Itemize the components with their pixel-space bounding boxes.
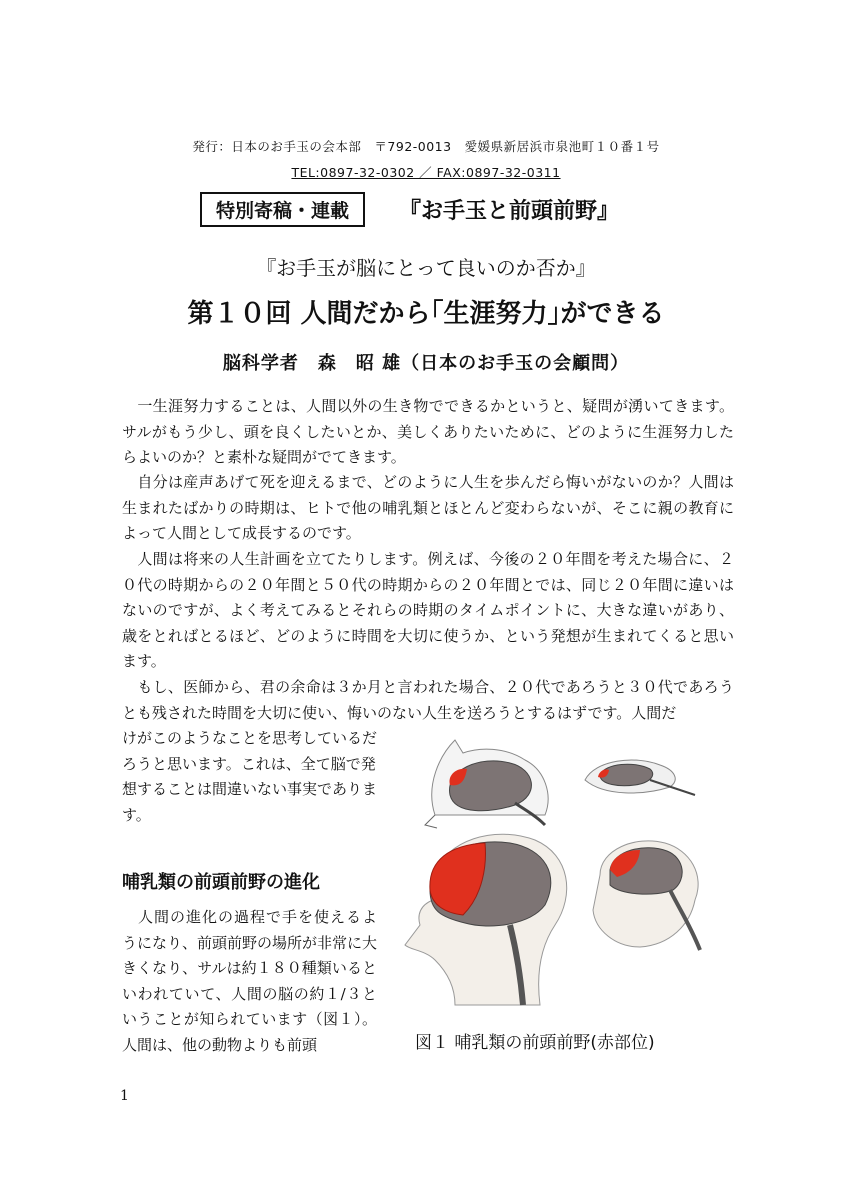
author-line: 脳科学者 森 昭 雄（日本のお手玉の会顧問） bbox=[222, 353, 630, 374]
paragraph-5 bbox=[122, 905, 377, 1058]
paragraph-1-text: 一生涯努力することは、人間以外の生き物でできるかというと、疑問が湧いてきます。サルがもう少し、頭を良くしたいとか、美しくありたいために、どのように生涯努力したらよいのか？と素朴な疑問がでてきます。 bbox=[122, 397, 734, 466]
figure-caption: 図１ 哺乳類の前頭前野(赤部位) bbox=[415, 1033, 655, 1053]
contact-text: TEL:0897-32-0302 ／ FAX:0897-32-0311 bbox=[291, 165, 561, 180]
paragraph-2 bbox=[122, 470, 734, 547]
paragraph-5-text: 人間の進化の過程で手を使えるようになり、前頭前野の場所が非常に大きくなり、サルは約１８０種類いるといわれていて、人間の脳の約１/３ということが知られています（図１）。人間は、他の動物よりも前頭 bbox=[122, 908, 378, 1054]
series-label-box: 特別寄稿・連載 bbox=[200, 192, 365, 227]
figure-mammal-brains bbox=[395, 725, 725, 1020]
page-number: 1 bbox=[120, 1088, 129, 1104]
human-brain-illustration bbox=[405, 834, 567, 1005]
paragraph-2-text: 自分は産声あげて死を迎えるまで、どのように人生を歩んだら悔いがないのか？人間は生まれたばかりの時期は、ヒトで他の哺乳類とほとんど変わらないが、そこに親の教育によって人間として成長するのです。 bbox=[122, 473, 734, 542]
publisher-line: 発行：日本のお手玉の会本部 〒792-0013 愛媛県新居浜市泉池町１０番１号 bbox=[192, 139, 660, 154]
series-row bbox=[200, 192, 619, 227]
subtitle: 『お手玉が脳にとって良いのか否か』 bbox=[256, 256, 596, 280]
paragraph-3 bbox=[122, 547, 734, 675]
section-heading: 哺乳類の前頭前野の進化 bbox=[122, 872, 320, 893]
paragraph-4-continued: けがこのようなことを思考しているだろうと思います。これは、全て脳で発想することは間違いない事実であります。 bbox=[122, 729, 378, 824]
monkey-brain-illustration bbox=[593, 841, 700, 950]
contact-line bbox=[0, 163, 852, 181]
paragraph-4-text: もし、医師から、君の余命は３か月と言われた場合、２０代であろうと３０代であろうとも残された時間を大切に使い、悔いのない人生を送ろうとするはずです。人間だ bbox=[122, 678, 734, 722]
paragraph-3-text: 人間は将来の人生計画を立てたりします。例えば、今後の２０年間を考えた場合に、２０代の時期からの２０年間と５０代の時期からの２０年間とでは、同じ２０年間に違いはないのですが、よく考えてみるとそれらの時期のタイムポイントに、大きな違いがあり、歳をとればとるほど、どのように時間を大切に使うか、という発想が生まれてくると思います。 bbox=[122, 550, 734, 670]
rat-brain-illustration bbox=[585, 760, 695, 795]
paragraph-1 bbox=[122, 394, 734, 471]
episode-title: 第１０回 人間だから｢生涯努力｣ができる bbox=[187, 299, 665, 329]
series-title: 『お手玉と前頭前野』 bbox=[399, 199, 620, 224]
cat-brain-illustration bbox=[425, 740, 548, 828]
paragraph-4 bbox=[122, 675, 734, 726]
